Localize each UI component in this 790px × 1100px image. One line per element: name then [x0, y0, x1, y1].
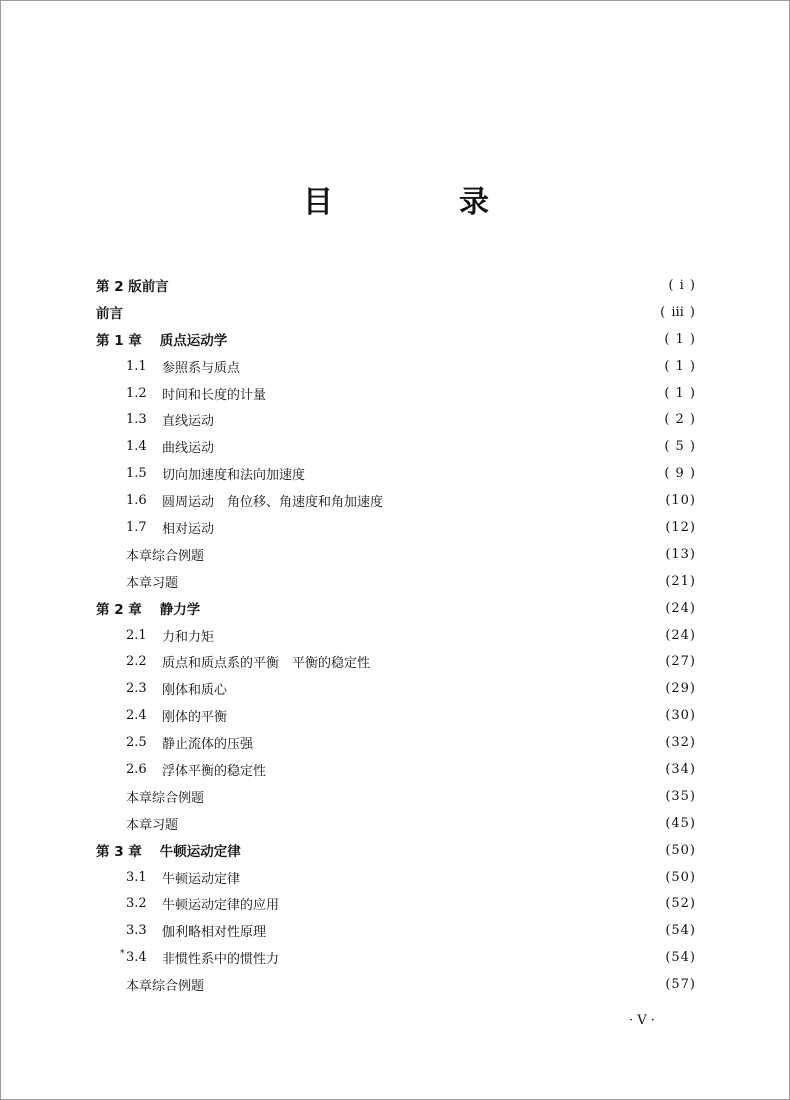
toc-entry-label: 静力学	[159, 602, 201, 619]
dot-leader	[233, 709, 652, 722]
dot-leader	[233, 682, 652, 695]
dot-leader	[376, 655, 652, 668]
toc-entry-page: (21)	[665, 573, 696, 589]
toc-entry[interactable]	[96, 460, 696, 487]
dot-leader	[210, 790, 652, 803]
toc-entry[interactable]	[96, 971, 696, 998]
dot-leader	[389, 494, 652, 507]
dot-leader	[184, 817, 652, 830]
dot-leader	[272, 924, 652, 937]
dot-leader	[246, 360, 652, 373]
toc-entry-page: (54)	[665, 923, 696, 939]
dot-leader	[193, 279, 652, 292]
toc-entry[interactable]	[96, 810, 696, 837]
toc-entry-page: (12)	[665, 519, 696, 535]
dot-leader	[311, 467, 652, 480]
toc-entry-number: 3.2	[126, 896, 147, 912]
dot-leader	[233, 333, 652, 346]
toc-entry-number: 1.3	[126, 412, 147, 428]
toc-entry-page: (32)	[665, 735, 696, 751]
toc-entry-number: 第 3 章	[96, 844, 142, 861]
toc-entry-page: ( ⅲ )	[660, 304, 696, 320]
toc-entry[interactable]	[96, 944, 696, 971]
toc-entry-number: 2.1	[126, 627, 147, 643]
dot-leader	[210, 978, 652, 991]
toc-entry-label: 刚体和质心	[162, 683, 228, 699]
dot-leader	[272, 763, 652, 776]
dot-leader	[285, 897, 652, 910]
toc-entry-label: 曲线运动	[162, 441, 215, 457]
dot-leader	[220, 440, 652, 453]
toc-entry-page: (24)	[665, 600, 696, 616]
toc-entry-page: ( 2 )	[664, 412, 696, 428]
toc-entry[interactable]	[96, 917, 696, 944]
toc-entry-number: 第 2 版前言	[96, 279, 169, 296]
toc-entry[interactable]	[96, 675, 696, 702]
toc-entry-label: 牛顿运动定律的应用	[162, 898, 280, 914]
dot-leader	[210, 548, 652, 561]
toc-entry[interactable]	[96, 568, 696, 595]
toc-entry-label: 本章综合例题	[126, 548, 205, 564]
toc-entry[interactable]	[96, 648, 696, 675]
toc-entry-number: 2.4	[126, 708, 147, 724]
toc-entry-number: 3.1	[126, 869, 147, 885]
dot-leader	[206, 602, 652, 615]
toc-entry[interactable]	[96, 864, 696, 891]
toc-entry-number: 1.2	[126, 385, 147, 401]
toc-entry-number: 2.2	[126, 654, 147, 670]
toc-entry-label: 圆周运动 角位移、角速度和角加速度	[162, 495, 384, 511]
toc-entry-number: 2.6	[126, 761, 147, 777]
toc-entry-page: ( 5 )	[664, 439, 696, 455]
toc-entry[interactable]	[96, 837, 696, 864]
toc-entry[interactable]	[96, 702, 696, 729]
toc-entry[interactable]	[96, 299, 696, 326]
toc-entry-label: 伽利略相对性原理	[162, 925, 267, 941]
toc-entry-number: 1.4	[126, 439, 147, 455]
toc-entry-number: 第 2 章	[96, 602, 142, 619]
toc-entry[interactable]	[96, 783, 696, 810]
toc-entry-label: 本章综合例题	[126, 790, 205, 806]
toc-entry[interactable]	[96, 514, 696, 541]
toc-entry[interactable]	[96, 756, 696, 783]
dot-leader	[184, 575, 652, 588]
toc-entry-number: 3.4	[126, 950, 147, 966]
toc-entry-page: ( 1 )	[664, 331, 696, 347]
toc-entry-page: (50)	[665, 842, 696, 858]
toc-entry[interactable]	[96, 729, 696, 756]
toc-entry-page: (13)	[665, 546, 696, 562]
page-title: 目 录	[303, 185, 537, 220]
toc-entry-label: 参照系与质点	[162, 360, 241, 376]
toc-entry-number: 2.5	[126, 735, 147, 751]
toc-entry[interactable]	[96, 487, 696, 514]
toc-entry-page: ( 1 )	[664, 358, 696, 374]
toc-entry-number: 第 1 章	[96, 333, 142, 350]
toc-entry-label: 切向加速度和法向加速度	[162, 468, 306, 484]
toc-entry-page: (30)	[665, 708, 696, 724]
toc-entry-label: 相对运动	[162, 521, 215, 537]
dot-leader	[220, 413, 652, 426]
toc-entry[interactable]	[96, 353, 696, 380]
dot-leader	[272, 387, 652, 400]
toc-entry[interactable]	[96, 433, 696, 460]
toc-entry-page: (57)	[665, 977, 696, 993]
toc-entry-number: 1.6	[126, 493, 147, 509]
dot-leader	[247, 844, 652, 857]
toc-entry-label: 力和力矩	[162, 629, 215, 645]
toc-entry-number: 1.1	[126, 358, 147, 374]
toc-entry-page: (52)	[665, 896, 696, 912]
toc-entry-number: 3.3	[126, 923, 147, 939]
toc-entry[interactable]	[96, 406, 696, 433]
toc-entry-page: ( 9 )	[664, 466, 696, 482]
toc-entry[interactable]	[96, 272, 696, 299]
toc-entry-label: 时间和长度的计量	[162, 387, 267, 403]
dot-leader	[147, 306, 652, 319]
toc-entry-page: (27)	[665, 654, 696, 670]
toc-entry[interactable]	[96, 595, 696, 622]
toc-entry-label: 牛顿运动定律	[159, 844, 241, 861]
toc-entry[interactable]	[96, 622, 696, 649]
toc-entry-label: 非惯性系中的惯性力	[162, 952, 280, 968]
toc-entry-page: (45)	[665, 815, 696, 831]
toc-entry-label: 质点运动学	[159, 333, 228, 350]
toc-entry-label: 牛顿运动定律	[162, 871, 241, 887]
toc-entry-page: (50)	[665, 869, 696, 885]
toc-entry-number: 1.5	[126, 466, 147, 482]
dot-leader	[220, 629, 652, 642]
table-of-contents	[96, 272, 696, 998]
toc-entry[interactable]	[96, 380, 696, 407]
toc-entry-label: 直线运动	[162, 414, 215, 430]
toc-entry-page: (35)	[665, 788, 696, 804]
page-number-footer: · Ⅴ ·	[629, 1013, 655, 1028]
toc-entry-number: 前言	[96, 306, 123, 323]
toc-entry-page: (34)	[665, 761, 696, 777]
toc-entry-number: 2.3	[126, 681, 147, 697]
toc-entry-page: (24)	[665, 627, 696, 643]
dot-leader	[246, 871, 652, 884]
toc-entry-label: 浮体平衡的稳定性	[162, 763, 267, 779]
toc-entry-page: (29)	[665, 681, 696, 697]
toc-entry-label: 本章习题	[126, 817, 179, 833]
toc-entry[interactable]	[96, 326, 696, 353]
dot-leader	[259, 736, 652, 749]
toc-entry-page: ( 1 )	[664, 385, 696, 401]
dot-leader	[220, 521, 652, 534]
toc-entry-label: 本章习题	[126, 575, 179, 591]
toc-entry-label: 刚体的平衡	[162, 710, 228, 726]
toc-entry-label: 本章综合例题	[126, 979, 205, 995]
toc-entry-number: 1.7	[126, 519, 147, 535]
dot-leader	[285, 951, 652, 964]
toc-entry-label: 质点和质点系的平衡 平衡的稳定性	[162, 656, 371, 672]
toc-entry[interactable]	[96, 541, 696, 568]
toc-entry[interactable]	[96, 890, 696, 917]
toc-entry-page: (10)	[665, 493, 696, 509]
toc-entry-label: 静止流体的压强	[162, 737, 254, 753]
toc-entry-page: (54)	[665, 950, 696, 966]
optional-section-marker: *	[120, 948, 125, 959]
toc-entry-page: ( ⅰ )	[668, 277, 696, 293]
